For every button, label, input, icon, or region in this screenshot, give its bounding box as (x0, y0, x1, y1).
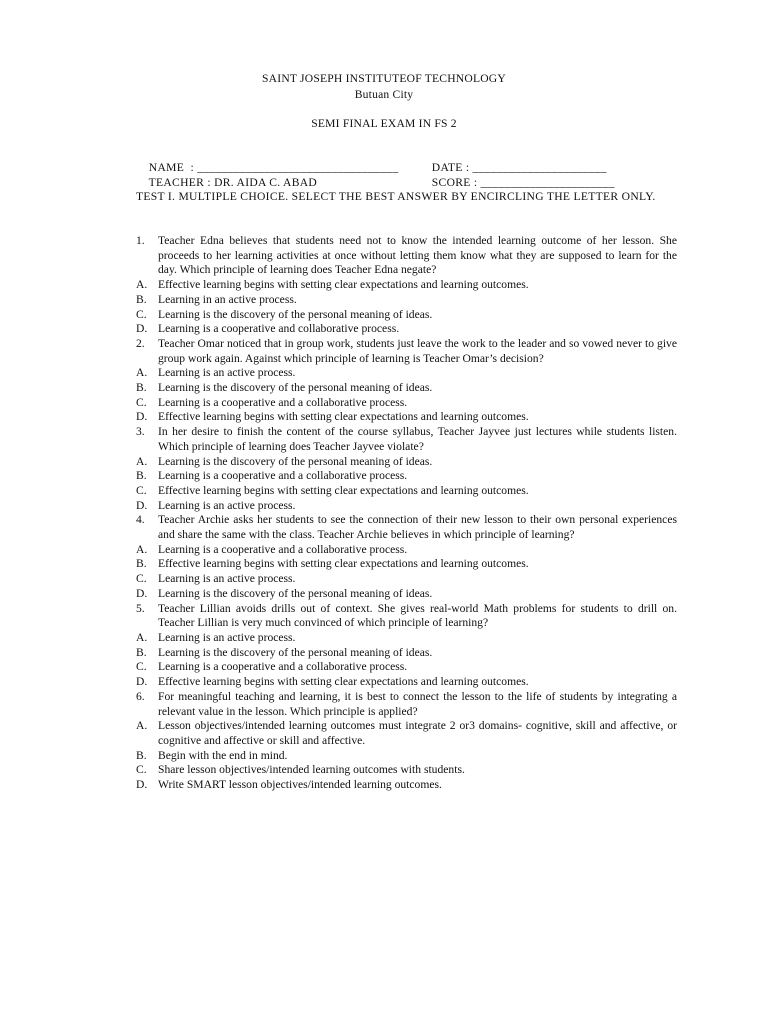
test-instructions: TEST I. MULTIPLE CHOICE. SELECT THE BEST ANSWER BY ENCIRCLING THE LETTER ONLY. (136, 190, 656, 203)
option-text: Share lesson objectives/intended learning outcomes with students. (158, 763, 465, 777)
date-field: DATE : ______________________ (431, 160, 607, 174)
option-letter[interactable]: B. (136, 381, 147, 395)
answer-option[interactable] (136, 410, 677, 425)
question-text: Teacher Omar noticed that in group work, students just leave the work to the leader and so vowed never to give group work again. Against which principle of learning is Teacher Omar’s decision? (158, 336, 677, 365)
option-letter[interactable]: C. (136, 660, 147, 674)
option-text: Learning is an active process. (158, 366, 296, 380)
answer-option[interactable] (136, 455, 677, 470)
option-text: Learning is a cooperative and collaborative process. (158, 322, 400, 336)
question-number: 3. (136, 425, 145, 439)
question-number: 1. (136, 234, 145, 247)
question-item (136, 425, 677, 454)
answer-option[interactable] (136, 381, 677, 396)
answer-option[interactable] (136, 719, 677, 748)
answer-option[interactable] (136, 778, 677, 793)
school-city: Butuan City (354, 88, 414, 101)
question-text: For meaningful teaching and learning, it is best to connect the lesson to the life of students by integrating a relevant value in the lesson. Which principle is applied? (158, 689, 677, 718)
answer-option[interactable] (136, 543, 677, 558)
option-letter[interactable]: C. (136, 307, 147, 321)
question-item (136, 602, 677, 631)
option-letter[interactable]: A. (136, 366, 148, 380)
option-text: Write SMART lesson objectives/intended learning outcomes. (158, 778, 442, 792)
question-number: 5. (136, 601, 145, 615)
option-letter[interactable]: D. (136, 586, 148, 600)
option-text: Learning is the discovery of the personal meaning of ideas. (158, 307, 433, 321)
option-text: Learning in an active process. (158, 292, 297, 306)
option-text: Lesson objectives/intended learning outcomes must integrate 2 or3 domains- cognitive, skill and affective, or cognitive and affective or skill and affective. (158, 719, 677, 747)
option-letter[interactable]: D. (136, 778, 148, 792)
question-list (136, 234, 677, 793)
question-number: 4. (136, 513, 145, 527)
option-text: Learning is a cooperative and a collaborative process. (158, 660, 408, 674)
option-letter[interactable]: C. (136, 395, 147, 409)
option-text: Learning is an active process. (158, 498, 296, 512)
option-text: Learning is a cooperative and a collaborative process. (158, 542, 408, 556)
exam-title: SEMI FINAL EXAM IN FS 2 (311, 117, 457, 130)
option-letter[interactable]: D. (136, 675, 148, 689)
option-letter[interactable]: B. (136, 748, 147, 762)
option-text: Effective learning begins with setting clear expectations and learning outcomes. (158, 410, 529, 424)
option-text: Learning is an active process. (158, 630, 296, 644)
option-text: Effective learning begins with setting clear expectations and learning outcomes. (158, 675, 529, 689)
option-text: Effective learning begins with setting clear expectations and learning outcomes. (158, 278, 529, 292)
answer-option[interactable] (136, 675, 677, 690)
option-letter[interactable]: A. (136, 454, 148, 468)
option-letter[interactable]: C. (136, 572, 147, 586)
answer-option[interactable] (136, 396, 677, 411)
answer-option[interactable] (136, 763, 677, 778)
name-field: NAME : _________________________________ (148, 160, 399, 174)
answer-option[interactable] (136, 469, 677, 484)
answer-option[interactable] (136, 322, 677, 337)
question-item (136, 513, 677, 542)
option-text: Effective learning begins with setting clear expectations and learning outcomes. (158, 557, 529, 571)
option-text: Learning is a cooperative and a collaborative process. (158, 395, 408, 409)
answer-option[interactable] (136, 660, 677, 675)
option-letter[interactable]: B. (136, 292, 147, 306)
option-text: Learning is an active process. (158, 572, 296, 586)
option-letter[interactable]: D. (136, 498, 148, 512)
question-text: Teacher Lillian avoids drills out of context. She gives real-world Math problems for students to drill on. Teacher Lillian is very much convinced of which principle of learning? (158, 601, 677, 630)
answer-option[interactable] (136, 293, 677, 308)
answer-option[interactable] (136, 572, 677, 587)
question-item (136, 690, 677, 719)
question-item (136, 234, 677, 278)
option-letter[interactable]: C. (136, 763, 147, 777)
option-letter[interactable]: B. (136, 469, 147, 483)
option-letter[interactable]: B. (136, 557, 147, 571)
teacher-field: TEACHER : DR. AIDA C. ABAD (148, 175, 318, 189)
option-letter[interactable]: A. (136, 719, 148, 733)
option-text: Begin with the end in mind. (158, 748, 288, 762)
option-text: Learning is the discovery of the personal meaning of ideas. (158, 586, 433, 600)
question-text: Teacher Archie asks her students to see the connection of their new lesson to their own personal experiences and share the same with the class. Teacher Archie believes in which principle of learning? (158, 513, 677, 542)
option-text: Effective learning begins with setting clear expectations and learning outcomes. (158, 483, 529, 497)
option-letter[interactable]: C. (136, 483, 147, 497)
answer-option[interactable] (136, 484, 677, 499)
answer-option[interactable] (136, 646, 677, 661)
question-number: 6. (136, 689, 145, 703)
question-number: 2. (136, 336, 145, 350)
answer-option[interactable] (136, 499, 677, 514)
option-text: Learning is the discovery of the personal meaning of ideas. (158, 645, 433, 659)
question-text: Teacher Edna believes that students need not to know the intended learning outcome of her lesson. She proceeds to her learning activities at once without letting them know what they are supposed to learn for the day. Which principle of learning does Teacher Edna negate? (158, 234, 677, 277)
option-letter[interactable]: D. (136, 410, 148, 424)
score-field: SCORE : ______________________ (431, 175, 615, 189)
answer-option[interactable] (136, 749, 677, 764)
option-text: Learning is the discovery of the personal meaning of ideas. (158, 381, 433, 395)
answer-option[interactable] (136, 366, 677, 381)
option-letter[interactable]: A. (136, 542, 148, 556)
option-letter[interactable]: D. (136, 322, 148, 336)
option-letter[interactable]: A. (136, 630, 148, 644)
school-name: SAINT JOSEPH INSTITUTEOF TECHNOLOGY (262, 72, 506, 85)
option-letter[interactable]: A. (136, 278, 148, 292)
answer-option[interactable] (136, 557, 677, 572)
option-text: Learning is the discovery of the personal meaning of ideas. (158, 454, 433, 468)
answer-option[interactable] (136, 308, 677, 323)
question-item (136, 337, 677, 366)
answer-option[interactable] (136, 278, 677, 293)
answer-option[interactable] (136, 587, 677, 602)
answer-option[interactable] (136, 631, 677, 646)
option-letter[interactable]: B. (136, 645, 147, 659)
question-text: In her desire to finish the content of the course syllabus, Teacher Jayvee just lectures while students listen. Which principle of learning does Teacher Jayvee violate? (158, 425, 677, 453)
option-text: Learning is a cooperative and a collaborative process. (158, 469, 408, 483)
